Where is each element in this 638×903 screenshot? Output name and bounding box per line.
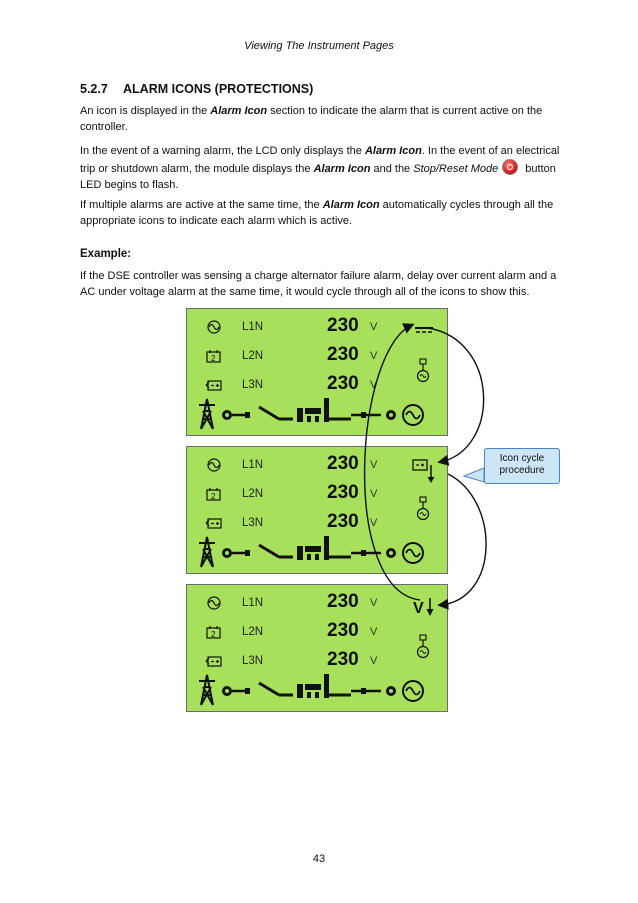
voltage-value: 230	[327, 620, 359, 641]
lcd-row-l1n	[187, 317, 447, 341]
svg-text:2: 2	[211, 492, 216, 501]
voltage-value: 230	[327, 511, 359, 532]
stop-reset-button-icon	[502, 159, 518, 175]
p2-bold-b: Alarm Icon	[313, 163, 371, 175]
battery-icon	[205, 516, 223, 532]
p3-text-a: If multiple alarms are active at the same time, the	[80, 199, 323, 211]
power-flow-mimic	[193, 671, 443, 707]
voltage-unit: V	[370, 321, 378, 333]
battery-icon	[205, 654, 223, 670]
example-heading: Example:	[80, 248, 132, 260]
voltage-unit: V	[370, 597, 378, 609]
lcd-row-l2n	[187, 622, 447, 646]
calendar-icon	[205, 487, 223, 503]
calendar-icon	[205, 349, 223, 365]
generator-icon	[415, 496, 431, 522]
section-number: 5.2.7	[80, 82, 108, 96]
phase-label: L2N	[242, 350, 264, 362]
voltage-unit: V	[370, 517, 378, 529]
callout-line-2: procedure	[499, 465, 545, 476]
p2-text-g: button LED begins to flash.	[80, 163, 556, 191]
generator-icon	[415, 634, 431, 660]
voltage-value: 230	[327, 649, 359, 670]
sine-wave-icon	[205, 458, 223, 474]
p2-italic: Stop/Reset Mode	[413, 163, 499, 175]
page-number: 43	[312, 853, 326, 865]
p1-text-a: An icon is displayed in the	[80, 105, 211, 117]
p3-text-b: automatically cycles through all the appropriate icons to indicate each alarm which is active.	[80, 199, 554, 227]
p2-text-a: In the event of a warning alarm, the LCD only displays the	[80, 145, 365, 157]
sine-wave-icon	[205, 320, 223, 336]
p3-bold: Alarm Icon	[322, 199, 380, 211]
lcd-screen-3	[186, 584, 448, 712]
voltage-unit: V	[370, 459, 378, 471]
lcd-row-l2n	[187, 346, 447, 370]
svg-text:2: 2	[211, 354, 216, 363]
voltage-value: 230	[327, 373, 359, 394]
phase-label: L3N	[242, 655, 264, 667]
voltage-value: 230	[327, 591, 359, 612]
section-title: ALARM ICONS (PROTECTIONS)	[123, 82, 314, 96]
voltage-unit: V	[370, 626, 378, 638]
section-heading	[80, 82, 313, 96]
paragraph-2	[80, 143, 560, 193]
lcd-row-l1n	[187, 455, 447, 479]
power-flow-mimic	[193, 533, 443, 569]
p1-text-b: section to indicate the alarm that is current active on the controller.	[80, 105, 543, 133]
voltage-value: 230	[327, 344, 359, 365]
svg-text:2: 2	[211, 630, 216, 639]
voltage-value: 230	[327, 315, 359, 336]
delayed-overcurrent-icon	[411, 457, 437, 477]
power-flow-mimic	[193, 395, 443, 431]
p2-bold-a: Alarm Icon	[364, 145, 422, 157]
phase-label: L3N	[242, 379, 264, 391]
p2-text-c: . In the event of an electrical trip or shutdown alarm, the module displays the	[80, 145, 560, 175]
sine-wave-icon	[205, 596, 223, 612]
phase-label: L1N	[242, 597, 264, 609]
callout-line-1: Icon cycle	[499, 453, 545, 464]
voltage-value: 230	[327, 482, 359, 503]
lcd-screen-2	[186, 446, 448, 574]
lcd-row-l1n	[187, 593, 447, 617]
generator-icon	[415, 358, 431, 384]
voltage-value: 230	[327, 453, 359, 474]
phase-label: L3N	[242, 517, 264, 529]
voltage-unit: V	[370, 655, 378, 667]
phase-label: L2N	[242, 488, 264, 500]
page-header: Viewing The Instrument Pages	[244, 40, 394, 52]
voltage-unit: V	[370, 350, 378, 362]
p1-bold: Alarm Icon	[210, 105, 268, 117]
paragraph-3	[80, 197, 560, 229]
phase-label: L2N	[242, 626, 264, 638]
lcd-row-l2n	[187, 484, 447, 508]
voltage-unit: V	[370, 379, 378, 391]
example-text: If the DSE controller was sensing a charge alternator failure alarm, delay over current alarm and a AC under voltage alarm at the same time, it would cycle through all of the icons to show this.	[80, 270, 557, 298]
phase-label: L1N	[242, 321, 264, 333]
voltage-unit: V	[370, 488, 378, 500]
charge-alternator-icon	[411, 319, 437, 339]
lcd-screen-1	[186, 308, 448, 436]
undervoltage-icon	[411, 595, 437, 615]
p2-text-e: and the	[370, 163, 414, 175]
calendar-icon	[205, 625, 223, 641]
svg-text:V: V	[413, 600, 424, 617]
icon-cycle-callout	[484, 448, 560, 484]
paragraph-1	[80, 103, 560, 135]
battery-icon	[205, 378, 223, 394]
phase-label: L1N	[242, 459, 264, 471]
